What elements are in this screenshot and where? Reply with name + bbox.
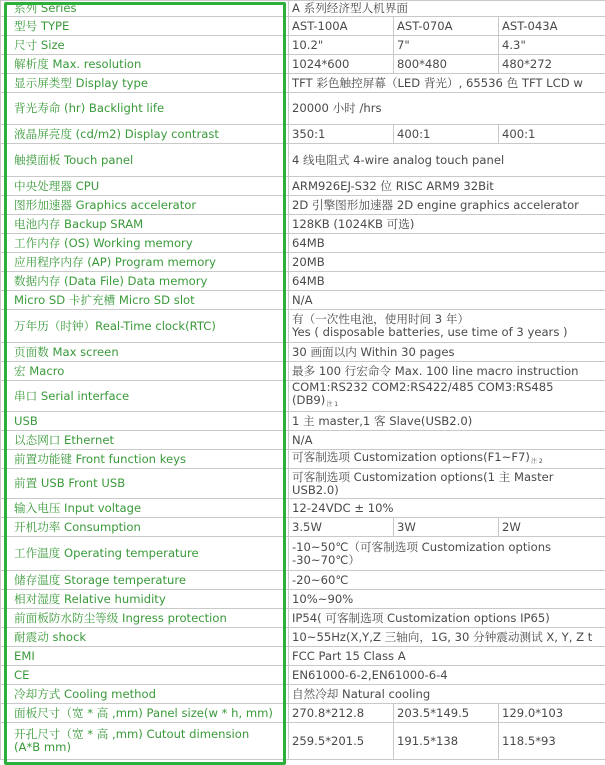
spec-label — [1, 310, 289, 343]
spec-label-text: 显示屏类型 Display type — [14, 76, 148, 90]
spec-label-text: 页面数 Max screen — [14, 345, 119, 359]
spec-row — [1, 647, 605, 666]
footnote-marker: 注 1 — [326, 401, 338, 408]
spec-value-text: 30 画面以内 Within 30 pages — [292, 345, 455, 359]
spec-value — [289, 412, 605, 431]
spec-label-text: 耐震动 shock — [14, 630, 86, 644]
spec-row — [1, 666, 605, 685]
spec-row — [1, 628, 605, 647]
spec-value-text: 4 线电阻式 4-wire analog touch panel — [292, 153, 504, 167]
spec-label — [1, 685, 289, 704]
spec-value-model-2: 400:1 — [394, 125, 499, 144]
spec-label — [1, 666, 289, 685]
spec-value — [289, 234, 605, 253]
spec-value — [289, 628, 605, 647]
spec-row — [1, 93, 605, 125]
spec-value-text: A 系列经济型人机界面 — [292, 1, 408, 15]
spec-label — [1, 469, 289, 499]
spec-label — [1, 74, 289, 93]
spec-row — [1, 450, 605, 469]
spec-value-text-line2: Yes ( disposable batteries, use time of 3 years ) — [292, 325, 568, 339]
spec-value-text: N/A — [292, 433, 313, 447]
spec-value-model-1: 10.2" — [289, 36, 394, 55]
spec-value-text: 64MB — [292, 274, 325, 288]
spec-label — [1, 1, 289, 17]
spec-value-text: -20~60℃ — [292, 573, 348, 587]
spec-row — [1, 144, 605, 177]
spec-value — [289, 571, 605, 590]
spec-label — [1, 17, 289, 36]
spec-row — [1, 685, 605, 704]
spec-value — [289, 537, 605, 571]
spec-label-text: 图形加速器 Graphics accelerator — [14, 198, 196, 212]
spec-label-text-line2: (A*B mm) — [14, 740, 71, 754]
spec-label — [1, 499, 289, 518]
spec-label — [1, 450, 289, 469]
spec-label — [1, 362, 289, 381]
spec-label — [1, 177, 289, 196]
spec-label — [1, 590, 289, 609]
spec-label-text: 相对湿度 Relative humidity — [14, 592, 166, 606]
spec-value-model-1: AST-100A — [289, 17, 394, 36]
spec-label — [1, 412, 289, 431]
spec-label-text: 触摸面板 Touch panel — [14, 153, 133, 167]
spec-value-text: 自然冷却 Natural cooling — [292, 687, 430, 701]
spec-value-model-1: 3.5W — [289, 518, 394, 537]
spec-value-text: 2D 引擎图形加速器 2D engine graphics accelerator — [292, 198, 579, 212]
spec-label — [1, 36, 289, 55]
spec-value — [289, 431, 605, 450]
spec-value-text: IP54( 可客制选项 Customization options IP65) — [292, 611, 550, 625]
spec-row — [1, 253, 605, 272]
spec-value-model-2: AST-070A — [394, 17, 499, 36]
spec-value-text: 20MB — [292, 255, 325, 269]
spec-label — [1, 537, 289, 571]
spec-value-model-1: 350:1 — [289, 125, 394, 144]
spec-value — [289, 499, 605, 518]
spec-label — [1, 628, 289, 647]
spec-value-text: 10%~90% — [292, 592, 353, 606]
spec-label-text: 解析度 Max. resolution — [14, 57, 141, 71]
spec-row — [1, 17, 605, 36]
spec-row — [1, 381, 605, 412]
spec-label-text: 前置 USB Front USB — [14, 476, 125, 490]
spec-label-text: 工作内存 (OS) Working memory — [14, 236, 193, 250]
spec-value — [289, 666, 605, 685]
spec-row — [1, 125, 605, 144]
spec-label — [1, 518, 289, 537]
spec-value — [289, 609, 605, 628]
spec-row — [1, 704, 605, 723]
spec-label-text: 以态网口 Ethernet — [14, 433, 114, 447]
spec-value — [289, 450, 605, 469]
spec-row — [1, 234, 605, 253]
spec-label — [1, 647, 289, 666]
spec-value — [289, 253, 605, 272]
spec-value — [289, 590, 605, 609]
spec-value-text-line2: USB2.0) — [292, 483, 339, 497]
spec-value-text: FCC Part 15 Class A — [292, 649, 406, 663]
spec-value — [289, 310, 605, 343]
spec-value — [289, 291, 605, 310]
spec-row — [1, 469, 605, 499]
spec-label-text: 型号 TYPE — [14, 19, 69, 33]
spec-value — [289, 272, 605, 291]
spec-value — [289, 343, 605, 362]
spec-label-text: 冷却方式 Cooling method — [14, 687, 156, 701]
spec-label-text: USB — [14, 414, 38, 428]
spec-value-text-line2: (DB9) — [292, 393, 325, 407]
spec-value-text: ARM926EJ-S32 位 RISC ARM9 32Bit — [292, 179, 494, 193]
spec-label — [1, 723, 289, 760]
spec-label — [1, 234, 289, 253]
spec-value — [289, 144, 605, 177]
spec-label — [1, 196, 289, 215]
footnote-marker: 注 2 — [531, 458, 543, 465]
spec-label-text: 宏 Macro — [14, 364, 64, 378]
spec-label-text: 串口 Serial interface — [14, 389, 129, 403]
spec-value-model-2: 191.5*138 — [394, 723, 499, 760]
spec-label — [1, 609, 289, 628]
spec-row — [1, 215, 605, 234]
spec-value-text: 可客制选项 Customization options(F1~F7) — [292, 450, 530, 464]
spec-value-text: 20000 小时 /hrs — [292, 101, 382, 115]
spec-row — [1, 177, 605, 196]
spec-label-text: 开机功率 Consumption — [14, 520, 141, 534]
spec-row — [1, 499, 605, 518]
spec-row — [1, 571, 605, 590]
spec-value — [289, 177, 605, 196]
spec-label-text: 背光寿命 (hr) Backlight life — [14, 101, 164, 115]
spec-value-text-line2: -30~70℃） — [292, 553, 360, 567]
spec-label-text: 电池内存 Backup SRAM — [14, 217, 143, 231]
spec-value-text: 10~55Hz(X,Y,Z 三轴向，1G, 30 分钟震动测试 X, Y, Z t — [292, 630, 592, 644]
spec-label-text: 万年历（时钟）Real-Time clock(RTC) — [14, 319, 216, 333]
spec-value-text: 1 主 master,1 客 Slave(USB2.0) — [292, 414, 472, 428]
spec-value-model-3: 118.5*93 — [499, 723, 605, 760]
spec-label-text: 应用程序内存 (AP) Program memory — [14, 255, 216, 269]
spec-label — [1, 253, 289, 272]
spec-row — [1, 590, 605, 609]
spec-row — [1, 412, 605, 431]
spec-value-model-2: 203.5*149.5 — [394, 704, 499, 723]
spec-label-text: 前面板防水防尘等级 Ingress protection — [14, 611, 227, 625]
spec-value-text: 12-24VDC ± 10% — [292, 501, 394, 515]
spec-value — [289, 215, 605, 234]
spec-value-model-2: 3W — [394, 518, 499, 537]
spec-value-model-3: 400:1 — [499, 125, 605, 144]
spec-label — [1, 381, 289, 412]
spec-label — [1, 343, 289, 362]
spec-value-text: 有（一次性电池，使用时间 3 年） — [292, 312, 469, 326]
spec-row — [1, 537, 605, 571]
spec-row — [1, 291, 605, 310]
spec-value-model-2: 800*480 — [394, 55, 499, 74]
spec-label-text: 开孔尺寸（宽 * 高 ,mm) Cutout dimension — [14, 727, 249, 741]
spec-row — [1, 310, 605, 343]
spec-row — [1, 55, 605, 74]
spec-value — [289, 381, 605, 412]
spec-label — [1, 93, 289, 125]
spec-row — [1, 36, 605, 55]
spec-value-model-3: AST-043A — [499, 17, 605, 36]
spec-value-model-3: 2W — [499, 518, 605, 537]
spec-value-text: -10~50℃（可客制选项 Customization options — [292, 540, 551, 554]
spec-row — [1, 431, 605, 450]
spec-row — [1, 196, 605, 215]
spec-value-text: 64MB — [292, 236, 325, 250]
spec-label-text: 前置功能键 Front function keys — [14, 452, 186, 466]
spec-label — [1, 431, 289, 450]
spec-label-text: CE — [14, 668, 29, 682]
spec-row — [1, 362, 605, 381]
spec-row — [1, 272, 605, 291]
spec-row — [1, 609, 605, 628]
spec-value-text: 最多 100 行宏命令 Max. 100 line macro instruction — [292, 364, 578, 378]
spec-label-text: 面板尺寸（宽 * 高 ,mm) Panel size(w * h, mm) — [14, 706, 273, 720]
spec-value — [289, 1, 605, 17]
spec-row — [1, 74, 605, 93]
spec-value-text: 128KB (1024KB 可选) — [292, 217, 414, 231]
spec-label-text: EMI — [14, 649, 35, 663]
spec-label-text: Micro SD 卡扩充槽 Micro SD slot — [14, 293, 195, 307]
spec-label — [1, 704, 289, 723]
spec-label — [1, 215, 289, 234]
spec-row — [1, 343, 605, 362]
spec-label-text: 尺寸 Size — [14, 38, 65, 52]
spec-label — [1, 571, 289, 590]
spec-label — [1, 272, 289, 291]
spec-label-text: 中央处理器 CPU — [14, 179, 99, 193]
spec-value-model-3: 4.3" — [499, 36, 605, 55]
spec-label-text: 数据内存 (Data File) Data memory — [14, 274, 207, 288]
spec-label-text: 输入电压 Input voltage — [14, 501, 141, 515]
spec-value-model-1: 270.8*212.8 — [289, 704, 394, 723]
spec-label — [1, 144, 289, 177]
spec-value-model-1: 259.5*201.5 — [289, 723, 394, 760]
spec-value-text: EN61000-6-2,EN61000-6-4 — [292, 668, 448, 682]
spec-row — [1, 723, 605, 760]
spec-value-text: N/A — [292, 293, 313, 307]
spec-label-text: 系列 Series — [14, 1, 77, 15]
spec-row — [1, 1, 605, 17]
spec-value-model-3: 129.0*103 — [499, 704, 605, 723]
spec-value — [289, 93, 605, 125]
spec-table-body — [1, 1, 605, 760]
spec-value — [289, 362, 605, 381]
spec-value-text: 可客制选项 Customization options(1 主 Master — [292, 470, 554, 484]
spec-row — [1, 518, 605, 537]
spec-label — [1, 125, 289, 144]
spec-label-text: 储存温度 Storage temperature — [14, 573, 186, 587]
spec-value — [289, 647, 605, 666]
spec-value-text: COM1:RS232 COM2:RS422/485 COM3:RS485 — [292, 381, 554, 395]
spec-value-model-3: 480*272 — [499, 55, 605, 74]
spec-value — [289, 685, 605, 704]
spec-label — [1, 291, 289, 310]
spec-label-text: 工作温度 Operating temperature — [14, 546, 199, 560]
spec-value-model-1: 1024*600 — [289, 55, 394, 74]
spec-value-model-2: 7" — [394, 36, 499, 55]
spec-value — [289, 74, 605, 93]
spec-value — [289, 469, 605, 499]
spec-value — [289, 196, 605, 215]
spec-value-text: TFT 彩色触控屏幕（LED 背光）, 65536 色 TFT LCD w — [292, 76, 583, 90]
spec-label-text: 液晶屏亮度 (cd/m2) Display contrast — [14, 127, 219, 141]
spec-label — [1, 55, 289, 74]
